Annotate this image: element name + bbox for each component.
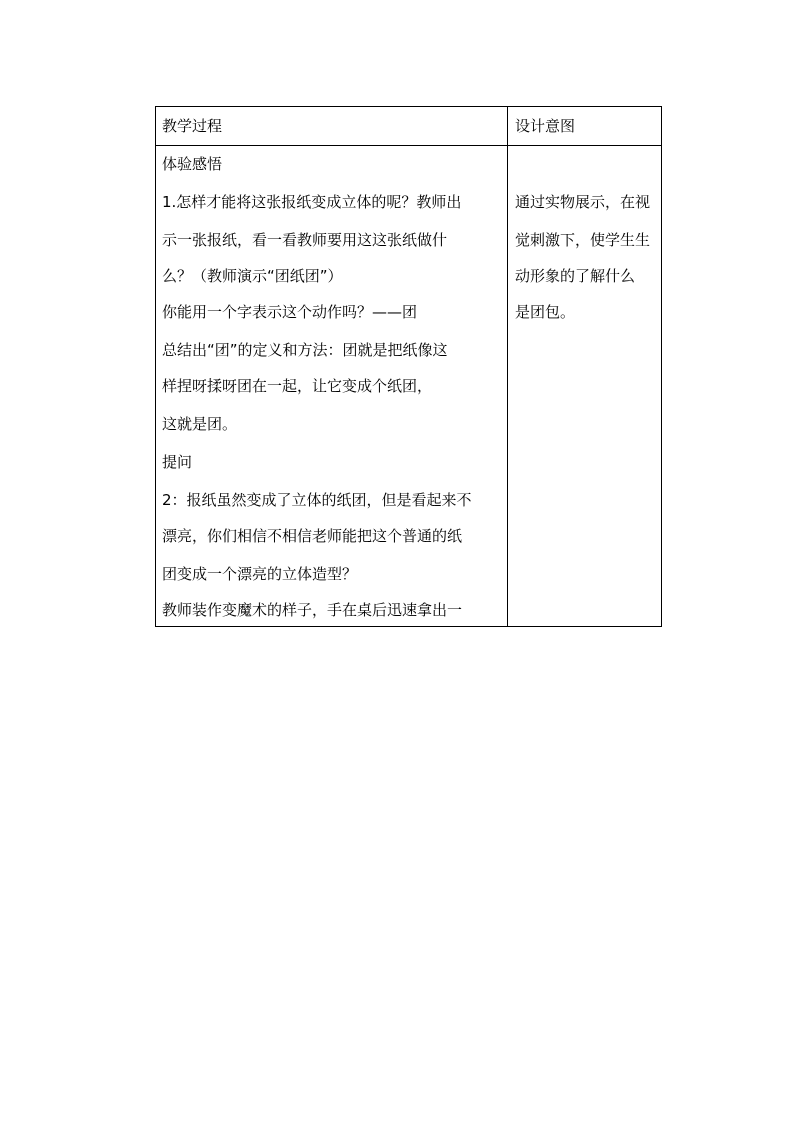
intent-line: 觉刺激下，使学生生 <box>515 231 651 249</box>
process-line: 漂亮，你们相信不相信老师能把这个普通的纸 <box>162 527 463 545</box>
process-line: 提问 <box>162 453 193 471</box>
intent-line: 动形象的了解什么 <box>515 267 636 285</box>
process-line: 总结出“团”的定义和方法：团就是把纸像这 <box>162 341 448 359</box>
process-line: 样捏呀揉呀团在一起，让它变成个纸团， <box>162 377 433 395</box>
process-line: 团变成一个漂亮的立体造型？ <box>162 565 358 583</box>
process-line: 你能用一个字表示这个动作吗？——团 <box>162 303 418 321</box>
intent-line: 是团包。 <box>515 303 576 321</box>
process-line: 这就是团。 <box>162 415 238 433</box>
process-line: 2：报纸虽然变成了立体的纸团，但是看起来不 <box>162 491 472 509</box>
header-row-divider <box>156 145 661 146</box>
lesson-plan-table <box>155 106 662 627</box>
column-divider <box>507 107 508 626</box>
process-line: 体验感悟 <box>162 155 223 173</box>
header-design-intent: 设计意图 <box>515 117 576 135</box>
process-line: 教师装作变魔术的样子，手在桌后迅速拿出一 <box>162 601 463 619</box>
process-line: 1.怎样才能将这张报纸变成立体的呢？教师出 <box>162 193 462 211</box>
process-line: 么？（教师演示“团纸团”） <box>162 267 343 285</box>
process-line: 示一张报纸，看一看教师要用这这张纸做什 <box>162 231 448 249</box>
intent-line: 通过实物展示，在视 <box>515 193 651 211</box>
header-teaching-process: 教学过程 <box>162 117 223 135</box>
